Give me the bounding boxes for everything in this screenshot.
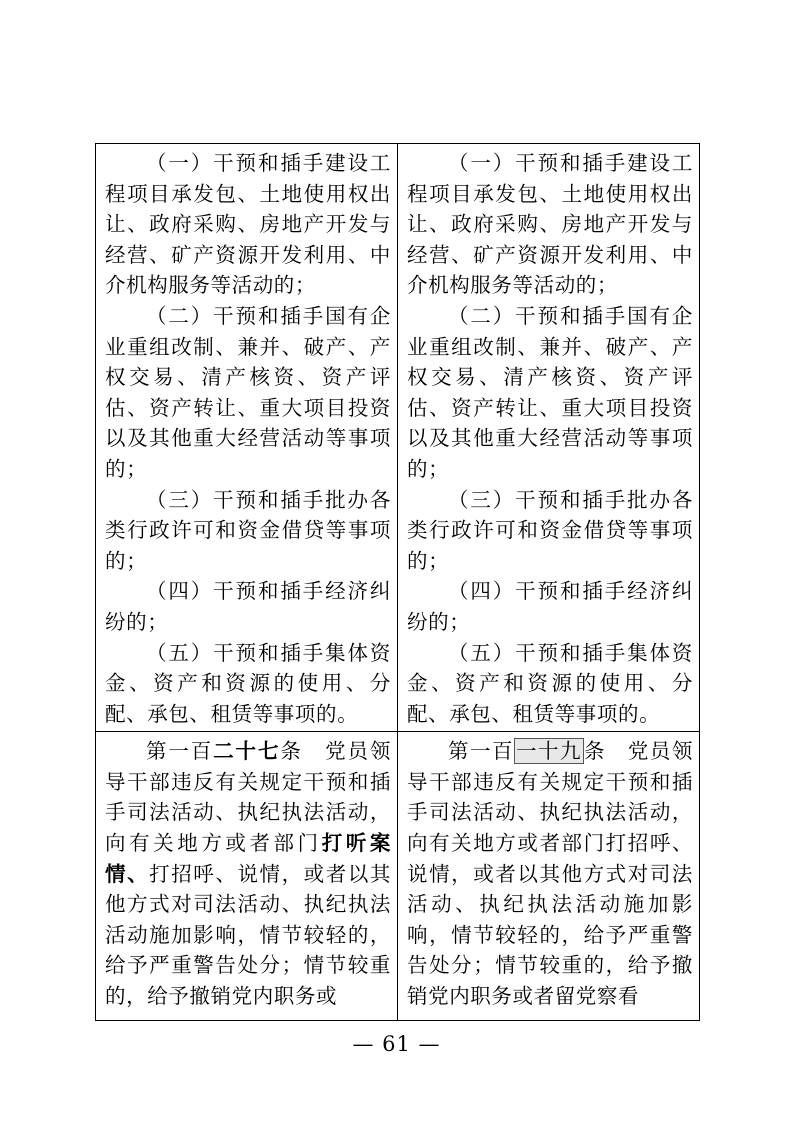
clause-paragraph: （四）干预和插手经济纠纷的； bbox=[105, 579, 391, 634]
clause-paragraph: （一）干预和插手建设工程项目承发包、土地使用权出让、政府采购、房地产开发与经营、矿产资源开发利用、中介机构服务等活动的； bbox=[105, 151, 391, 298]
article-text: 条 党员领导干部违反有关规定干预和插手司法活动、执纪执法活动，向有关地方或者部门打招呼、说情，或者以其他方式对司法活动、执纪执法活动施加影响，情节较轻的，给予严重警告处分；情节较重的，给予撤销党内职务或者留党察看 bbox=[407, 739, 693, 1009]
article-text: 打招呼、说情，或者以其他方式对司法活动、执纪执法活动施加影响，情节较轻的，给予严重警告处分；情节较重的，给予撤销党内职务或 bbox=[105, 861, 391, 1009]
article-paragraph bbox=[407, 736, 693, 1011]
article-number-highlight: 一十九 bbox=[515, 739, 582, 764]
clause-paragraph: （三）干预和插手批办各类行政许可和资金借贷等事项的； bbox=[407, 487, 693, 573]
clause-paragraph: （四）干预和插手经济纠纷的； bbox=[407, 579, 693, 634]
page-number: — 61 — bbox=[352, 1032, 441, 1056]
article-prefix: 第一百 bbox=[146, 739, 214, 764]
clause-paragraph: （五）干预和插手集体资金、资产和资源的使用、分配、承包、租赁等事项的。 bbox=[407, 640, 693, 726]
clause-paragraph: （一）干预和插手建设工程项目承发包、土地使用权出让、政府采购、房地产开发与经营、矿产资源开发利用、中介机构服务等活动的； bbox=[407, 151, 693, 298]
article-text: 条 党员领导干部违反有关规定干预和插手司法活动、执纪执法活动，向有关地方或者部门 bbox=[105, 739, 391, 856]
article-number-bold: 二十七 bbox=[213, 739, 281, 764]
clause-paragraph: （三）干预和插手批办各类行政许可和资金借贷等事项的； bbox=[105, 487, 391, 573]
article-prefix: 第一百 bbox=[448, 739, 514, 764]
article-paragraph bbox=[105, 736, 391, 1011]
table-cell-old bbox=[96, 732, 398, 1021]
table-row bbox=[96, 732, 700, 1021]
clause-paragraph: （二）干预和插手国有企业重组改制、兼并、破产、产权交易、清产核资、资产评估、资产转让、重大项目投资以及其他重大经营活动等事项的； bbox=[407, 303, 693, 481]
clause-paragraph: （五）干预和插手集体资金、资产和资源的使用、分配、承包、租赁等事项的。 bbox=[105, 640, 391, 726]
table-row bbox=[96, 144, 700, 732]
clause-paragraph: （二）干预和插手国有企业重组改制、兼并、破产、产权交易、清产核资、资产评估、资产转让、重大项目投资以及其他重大经营活动等事项的； bbox=[105, 303, 391, 481]
table-cell-new bbox=[398, 732, 700, 1021]
table-cell-old bbox=[96, 144, 398, 732]
table-cell-new bbox=[398, 144, 700, 732]
comparison-table bbox=[95, 143, 700, 1021]
deleted-phrase-bold: 打听案情、 bbox=[105, 831, 391, 886]
